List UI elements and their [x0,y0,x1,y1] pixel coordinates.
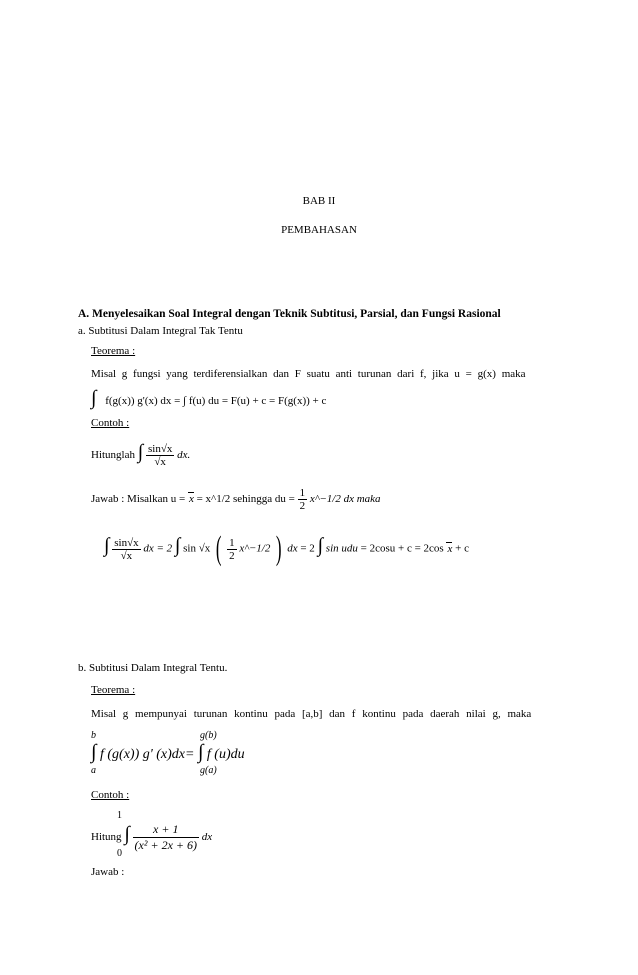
example-a-expression [91,442,190,468]
section-a-heading: A. Menyelesaikan Soal Integral dengan Teknik Subtitusi, Parsial, dan Fungsi Rasional [78,308,501,320]
theorem-a-text: Misal g fungsi yang terdiferensialkan dan F suatu anti turunan dari f, jika u = g(x) maka [91,368,526,380]
fraction-numerator: 1 [299,487,306,499]
integral-sign: ∫ [317,534,324,557]
answer-b-label: Jawab : [91,866,125,878]
fraction-numerator: 1 [229,536,235,549]
left-paren: ( [215,530,222,567]
theorem-b-formula [91,742,245,763]
fraction-denominator: √x [120,549,133,562]
theorem-a-label: Teorema : [91,345,136,357]
sqrt-x: x [188,493,194,506]
solution-eq3: = 2cosu + c = 2cos [360,542,444,555]
integral-sign: ∫ [137,441,144,463]
answer-a-power: x^−1/2 dx maka [309,493,381,506]
bound-lower-right: g(a) [200,765,217,776]
integral-sign: ∫ [124,823,130,846]
integral-sign: ∫ [197,741,204,763]
solution-eq1: dx = 2 [143,542,173,555]
solution-power: x^−1/2 [239,542,271,555]
example-b-label: Contoh : [91,789,130,801]
example-b-lower: 0 [117,848,122,859]
solution-sin-udu: sin udu [325,542,358,555]
integral-sign: ∫ [91,741,97,763]
theorem-a-formula-text: f(g(x)) g'(x) dx = ∫ f(u) du = F(u) + c = F(g(x)) + c [105,395,327,407]
fraction-denominator: 2 [299,500,306,512]
example-b-upper: 1 [117,810,122,821]
fraction-numerator: sin√x [114,536,139,549]
example-a-suffix: dx. [177,449,191,461]
answer-a-mid: = x^1/2 sehingga du = [196,493,295,506]
theorem-b-text: Misal g mempunyai turunan kontinu pada [a,b] dan f kontinu pada daerah nilai g, maka [91,708,532,720]
example-b-expression [91,822,212,853]
chapter-title: PEMBAHASAN [281,224,357,236]
solution-sin-sqrt: sin √x [183,542,211,555]
integral-sign: ∫ [104,534,110,557]
fraction-denominator: √x [154,455,166,468]
solution-end: + c [455,542,469,555]
example-b-dx: dx [201,831,213,844]
example-b-prefix: Hitung [91,831,122,844]
right-paren: ) [275,530,282,567]
solution-a-line [104,532,469,566]
fraction-denominator: 2 [229,549,235,562]
solution-eq2: = 2 [300,542,315,555]
section-b-subheading: b. Subtitusi Dalam Integral Tentu. [78,662,228,674]
chapter-label: BAB II [302,195,336,207]
theorem-b-label: Teorema : [91,684,136,696]
answer-a-fraction [298,487,308,512]
formula-b-left: f (g(x)) g' (x)dx= [99,747,195,762]
bound-upper-left: b [91,730,96,741]
integral-sign: ∫ [174,534,181,557]
formula-b-right: f (u)du [206,747,245,762]
example-a-prefix: Hitunglah [91,449,135,461]
solution-dx: dx [287,542,298,555]
fraction-denominator: (x² + 2x + 6) [134,838,197,852]
bound-lower-left: a [91,765,96,776]
answer-a-line [91,487,381,512]
sqrt-x: x [447,542,453,555]
theorem-a-formula [91,388,326,408]
fraction-numerator: x + 1 [133,822,199,838]
bound-upper-right: g(b) [200,730,217,741]
example-a-label: Contoh : [91,417,130,429]
solution-half-fraction [227,537,237,562]
solution-a-fraction [112,537,140,562]
integral-sign: ∫ [91,387,97,409]
section-a-subheading: a. Subtitusi Dalam Integral Tak Tentu [78,325,243,337]
answer-a-prefix: Jawab : Misalkan u = [91,493,186,506]
example-a-fraction [146,443,174,468]
example-b-fraction [133,822,199,853]
fraction-numerator: sin√x [147,442,173,455]
